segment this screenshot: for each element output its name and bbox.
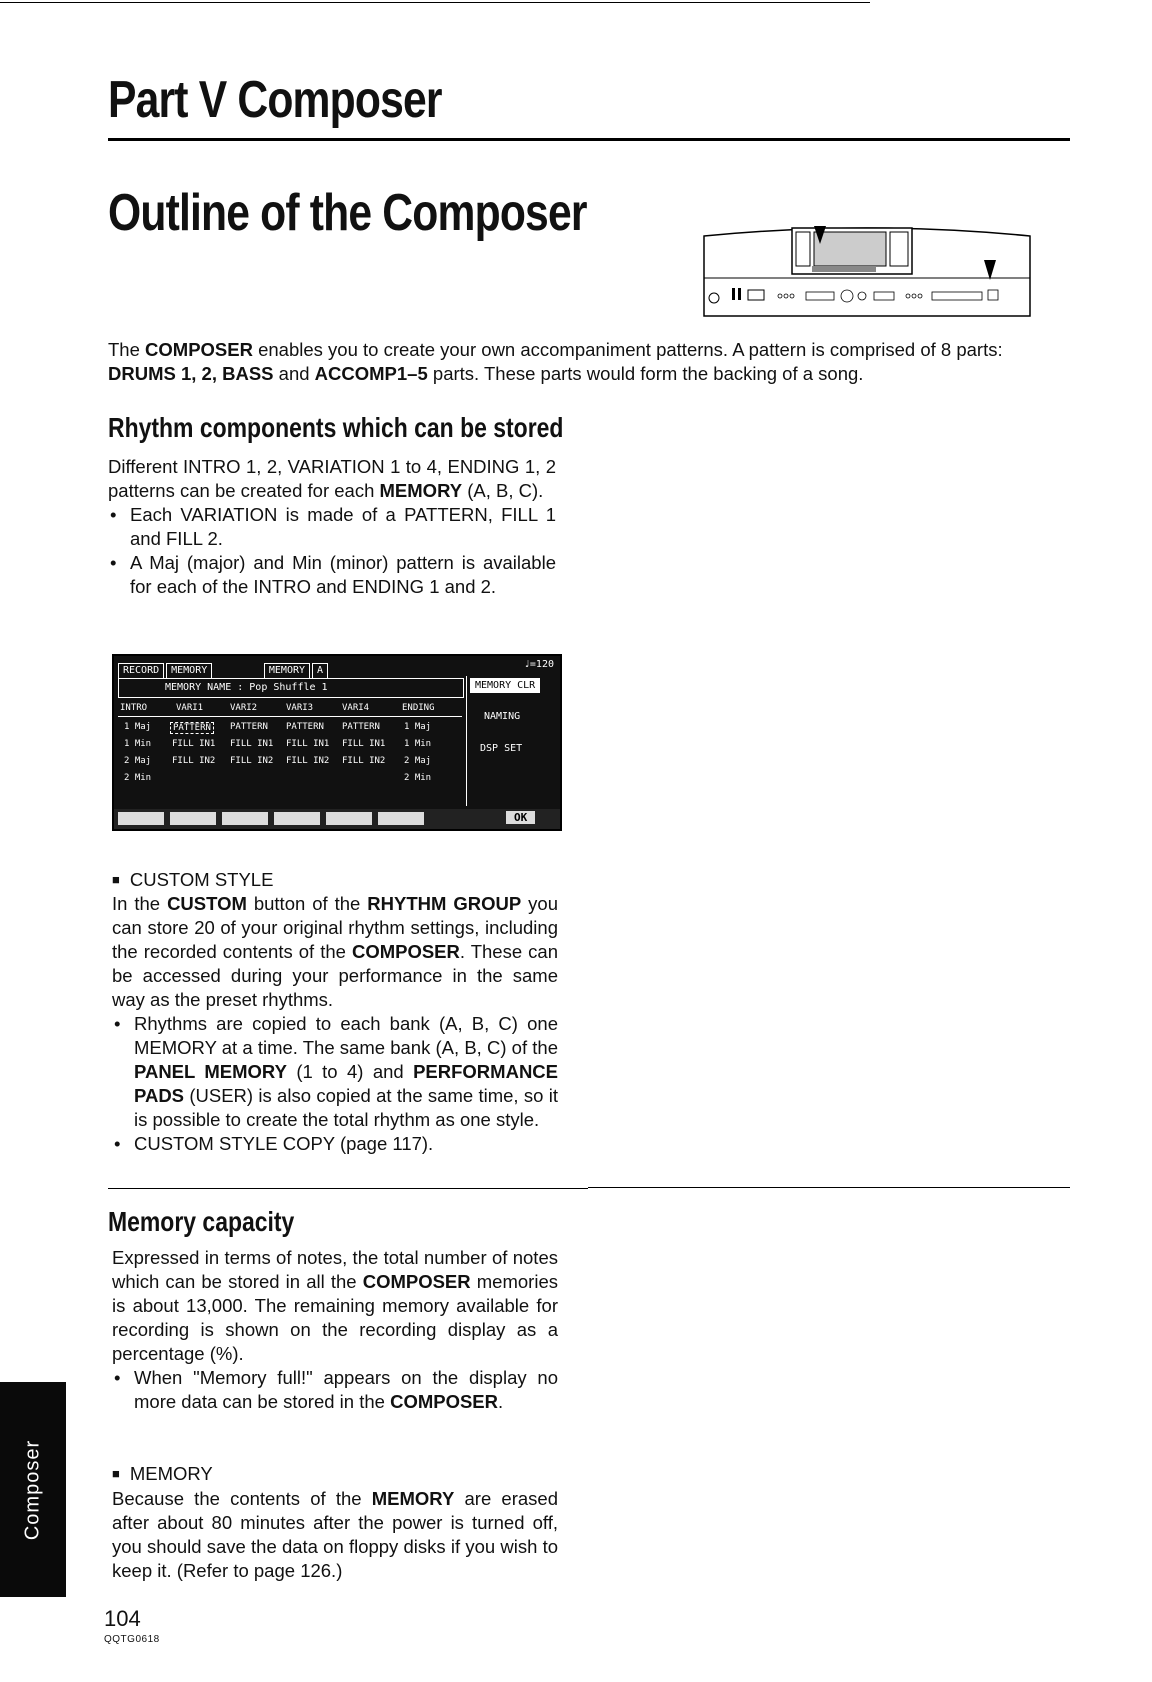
- lcd-cell[interactable]: 2 Min: [404, 773, 432, 783]
- lcd-col: VARI2: [230, 703, 258, 713]
- lcd-cell[interactable]: FILL IN1: [342, 739, 386, 749]
- lcd-cell[interactable]: 2 Maj: [124, 756, 152, 766]
- rhythm-bullets: [108, 503, 556, 599]
- section-divider-right: [588, 1187, 1070, 1188]
- soft-key[interactable]: [222, 812, 268, 825]
- lcd-soft-keys: [114, 809, 560, 829]
- custom-style-paragraph: In the CUSTOM button of the RHYTHM GROUP you can store 20 of your original rhythm settings, including the recorded contents of the COMPOSER. These can be accessed during your performance in the same way as the preset rhythms. • Rhythms are copied to each bank (A, B, C) one MEMORY at a time. The same bank (A, B, C) of the PANEL MEMORY (1 to 4) and PERFORMANCE PADS (USER) is also copied at the same time, so it is possible to create the total rhythm as one style. • CUSTOM STYLE COPY (page 117).: [112, 892, 558, 1156]
- lcd-cell[interactable]: 1 Maj: [404, 722, 432, 732]
- soft-key[interactable]: [326, 812, 372, 825]
- memory-heading: ■ MEMORY: [112, 1462, 213, 1488]
- lcd-cell[interactable]: 1 Min: [404, 739, 432, 749]
- lcd-tab-memory-select[interactable]: MEMORY: [264, 663, 310, 679]
- lcd-col: ENDING: [402, 703, 435, 713]
- memory-clr-button[interactable]: MEMORY CLR: [470, 678, 540, 693]
- chapter-side-tab-label: Composer: [21, 1439, 44, 1541]
- lcd-cell[interactable]: 2 Maj: [404, 756, 432, 766]
- lcd-grid: [118, 720, 462, 796]
- rhythm-heading: Rhythm components which can be stored: [108, 412, 564, 443]
- lcd-column-header: [118, 700, 462, 717]
- document-code: QQTG0618: [104, 1634, 160, 1645]
- lcd-col: INTRO: [120, 703, 148, 713]
- lcd-col: VARI4: [342, 703, 370, 713]
- lcd-cell[interactable]: FILL IN2: [342, 756, 386, 766]
- lcd-cell[interactable]: PATTERN: [230, 722, 268, 732]
- lcd-tempo: ♩=120: [523, 659, 554, 670]
- custom-style-bullets: [112, 1012, 558, 1156]
- lcd-cell[interactable]: FILL IN1: [286, 739, 330, 749]
- ok-button[interactable]: OK: [506, 811, 535, 824]
- lcd-tabs: [118, 658, 330, 679]
- memory-capacity-bullet: • When "Memory full!" appears on the display no more data can be stored in the COMPOSER.: [112, 1366, 558, 1414]
- lcd-cell[interactable]: 1 Min: [124, 739, 152, 749]
- chapter-side-tab: [0, 1382, 66, 1597]
- soft-key[interactable]: [274, 812, 320, 825]
- memory-paragraph: Because the contents of the MEMORY are erased after about 80 minutes after the power is turned off, you should save the data on floppy disks if you wish to keep it. (Refer to page 126.): [112, 1488, 558, 1581]
- lcd-cell[interactable]: 2 Min: [124, 773, 152, 783]
- lcd-tab-bank[interactable]: A: [312, 663, 328, 679]
- memory-capacity-paragraph: Expressed in terms of notes, the total number of notes which can be stored in all the COMPOSER memories is about 13,000. The remaining memory available for recording is shown on the recording display as a percentage (%). • When "Memory full!" appears on the display no more data can be stored in the COMPOSER.: [112, 1246, 558, 1414]
- lcd-divider: [466, 676, 467, 806]
- lcd-cell[interactable]: 1 Maj: [124, 722, 152, 732]
- top-border-line: [0, 2, 870, 3]
- page-number: 104: [104, 1606, 141, 1631]
- lcd-memory-name: MEMORY NAME : Pop Shuffle 1: [165, 682, 328, 693]
- custom-style-bullet: • CUSTOM STYLE COPY (page 117).: [112, 1132, 558, 1156]
- lcd-tab-memory[interactable]: MEMORY: [166, 663, 212, 679]
- section-divider: [108, 1188, 588, 1189]
- memory-capacity-heading: Memory capacity: [108, 1206, 295, 1237]
- lcd-cell[interactable]: FILL IN1: [172, 739, 216, 749]
- lcd-screen: [112, 654, 562, 831]
- lcd-name-bar: [118, 678, 464, 698]
- lcd-col: VARI3: [286, 703, 314, 713]
- lcd-col: VARI1: [176, 703, 204, 713]
- keyboard-illustration: [702, 218, 1032, 318]
- rhythm-bullet: • A Maj (major) and Min (minor) pattern is available for each of the INTRO and ENDING 1 and 2.: [108, 551, 556, 599]
- lcd-cell-selected[interactable]: PATTERN: [170, 722, 214, 734]
- lcd-tab-record[interactable]: RECORD: [118, 663, 164, 679]
- section-title: Outline of the Composer: [108, 184, 587, 242]
- lcd-cell[interactable]: FILL IN2: [172, 756, 216, 766]
- rhythm-paragraph: Different INTRO 1, 2, VARIATION 1 to 4, ENDING 1, 2 patterns can be created for each MEMORY (A, B, C). • Each VARIATION is made of a PATTERN, FILL 1 and FILL 2. • A Maj (major) and Min (minor) pattern is available for each of the INTRO and ENDING 1 and 2.: [108, 455, 556, 599]
- lcd-cell[interactable]: FILL IN2: [286, 756, 330, 766]
- lcd-cell[interactable]: PATTERN: [286, 722, 324, 732]
- lcd-cell[interactable]: FILL IN2: [230, 756, 274, 766]
- rhythm-bullet: • Each VARIATION is made of a PATTERN, FILL 1 and FILL 2.: [108, 503, 556, 551]
- custom-style-heading: ■ CUSTOM STYLE: [112, 868, 273, 894]
- dsp-set-button[interactable]: DSP SET: [480, 743, 523, 754]
- lcd-cell[interactable]: FILL IN1: [230, 739, 274, 749]
- title-rule: [108, 138, 1070, 141]
- intro-paragraph: The COMPOSER enables you to create your own accompaniment patterns. A pattern is comprised of 8 parts: DRUMS 1, 2, BASS and ACCOMP1–5 parts. These parts would form the backing of a song.: [108, 339, 1003, 384]
- custom-style-bullet: • Rhythms are copied to each bank (A, B, C) one MEMORY at a time. The same bank (A, B, C) of the PANEL MEMORY (1 to 4) and PERFORMANCE PADS (USER) is also copied at the same time, so it is possible to create the total rhythm as one style.: [112, 1012, 558, 1132]
- soft-key[interactable]: [118, 812, 164, 825]
- part-title: Part V Composer: [108, 71, 442, 129]
- soft-key[interactable]: [170, 812, 216, 825]
- memory-capacity-bullets: [112, 1366, 558, 1414]
- lcd-cell[interactable]: PATTERN: [342, 722, 380, 732]
- soft-key[interactable]: [378, 812, 424, 825]
- naming-button[interactable]: NAMING: [484, 711, 521, 722]
